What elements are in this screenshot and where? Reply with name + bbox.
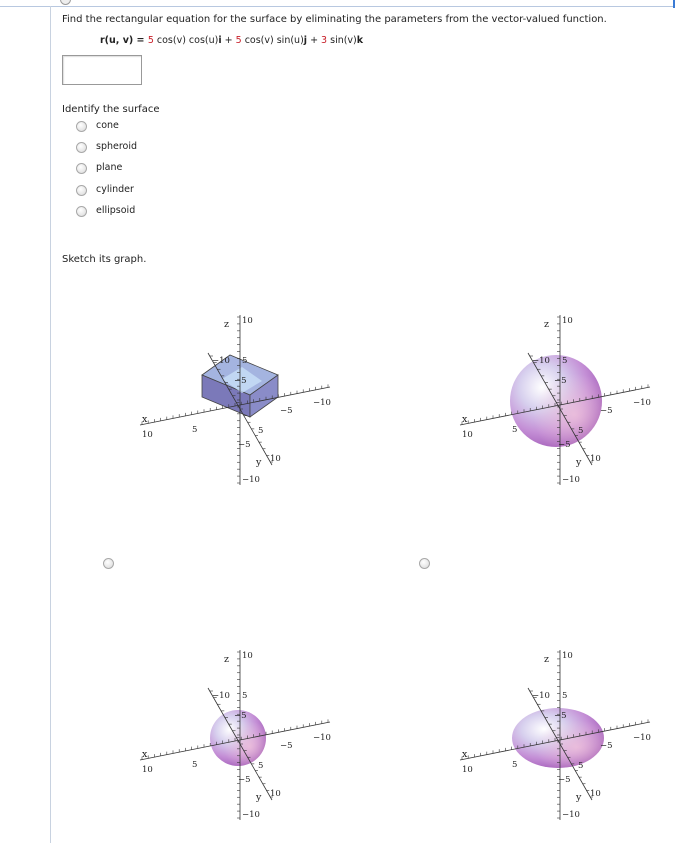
- graph-box[interactable]: [130, 305, 360, 505]
- option-label: cone: [96, 120, 119, 131]
- y-m10-label: −10: [313, 398, 331, 408]
- z-5-label: 5: [242, 356, 248, 366]
- y-label: y: [576, 792, 582, 803]
- sketch-label: Sketch its graph.: [62, 254, 147, 265]
- z-bottom-label: −10: [242, 475, 260, 485]
- x-10-label: 10: [462, 430, 473, 440]
- z-top-label: 10: [242, 651, 253, 661]
- radio-cylinder[interactable]: [76, 185, 87, 196]
- option-label: cylinder: [96, 183, 134, 195]
- y-5-label: 5: [578, 426, 584, 436]
- y-10-label: 10: [270, 454, 281, 464]
- z-5-label: 5: [562, 356, 568, 366]
- eq-coef-2: 5: [235, 35, 242, 46]
- z-top-label: 10: [562, 651, 573, 661]
- radio-plane[interactable]: [76, 163, 87, 174]
- z-upper-label: −10: [532, 691, 550, 701]
- z-label: z: [544, 319, 550, 330]
- x-10-label: 10: [462, 765, 473, 775]
- y-10-label: 10: [270, 789, 281, 799]
- radio-spheroid[interactable]: [76, 142, 87, 153]
- z-m5-label: −5: [558, 440, 571, 450]
- question-text: Find the rectangular equation for the surface by eliminating the parameters from the vector-valued function.: [62, 14, 607, 25]
- y-5-label: 5: [578, 761, 584, 771]
- z-top-label: 10: [562, 316, 573, 326]
- x-5-label: 5: [192, 760, 198, 770]
- status-dot-icon: [60, 0, 71, 5]
- eq-term-1: cos(v) cos(u): [153, 35, 219, 46]
- graph-choice-radio-1[interactable]: [103, 558, 114, 569]
- z-upper-label: −10: [532, 356, 550, 366]
- x-5-label: 5: [512, 425, 518, 435]
- graph-large-sphere[interactable]: [450, 305, 675, 505]
- z-m5-label: −5: [238, 775, 251, 785]
- option-spheroid[interactable]: [76, 141, 137, 162]
- z-bottom-label: −10: [562, 475, 580, 485]
- y-m10-label: −10: [633, 733, 651, 743]
- y-label: y: [576, 457, 582, 468]
- surface-options: [76, 120, 137, 226]
- z-label: z: [224, 654, 230, 665]
- z-bottom-label: −10: [242, 810, 260, 820]
- option-cone[interactable]: [76, 120, 137, 141]
- graph-oblate-spheroid[interactable]: [450, 640, 675, 840]
- y-m5-right-label: −5: [600, 406, 613, 416]
- eq-unit-k: k: [356, 35, 364, 46]
- eq-plus-1: +: [221, 35, 236, 46]
- sphere-surface: [510, 355, 602, 447]
- z-m5-label: −5: [238, 440, 251, 450]
- y-10-label: 10: [590, 789, 601, 799]
- radio-cone[interactable]: [76, 121, 87, 132]
- option-cylinder[interactable]: [76, 184, 137, 205]
- graph-svg: [130, 305, 360, 505]
- z-5-label: 5: [562, 691, 568, 701]
- y-m10-label: −10: [633, 398, 651, 408]
- x-label: x: [142, 749, 148, 760]
- x-label: x: [462, 749, 468, 760]
- z-upper-label: −10: [212, 691, 230, 701]
- eq-lhs: r(u, v) =: [100, 35, 148, 46]
- y-m5-label: −5: [554, 376, 567, 386]
- y-m5-label: −5: [554, 711, 567, 721]
- z-m5-label: −5: [558, 775, 571, 785]
- option-label: spheroid: [96, 141, 138, 153]
- eq-unit-i: i: [218, 35, 222, 46]
- y-m10-label: −10: [313, 733, 331, 743]
- eq-coef-1: 5: [147, 35, 154, 46]
- graph-choice-radio-2[interactable]: [419, 558, 430, 569]
- top-bar: [0, 0, 675, 7]
- option-label: plane: [96, 162, 123, 174]
- graph-small-sphere[interactable]: [130, 640, 360, 840]
- z-5-label: 5: [242, 691, 248, 701]
- y-5-label: 5: [258, 761, 264, 771]
- y-m5-label: −5: [234, 376, 247, 386]
- eq-term-2: cos(v) sin(u): [241, 35, 304, 46]
- z-upper-label: −10: [212, 356, 230, 366]
- y-m5-right-label: −5: [280, 741, 293, 751]
- x-10-label: 10: [142, 430, 153, 440]
- identify-label: Identify the surface: [62, 104, 160, 115]
- eq-unit-j: j: [303, 35, 308, 46]
- y-5-label: 5: [258, 426, 264, 436]
- eq-plus-2: +: [307, 35, 322, 46]
- y-10-label: 10: [590, 454, 601, 464]
- y-label: y: [256, 457, 262, 468]
- answer-input[interactable]: [62, 55, 142, 85]
- z-label: z: [224, 319, 230, 330]
- vector-function: [100, 35, 363, 46]
- y-m5-right-label: −5: [280, 406, 293, 416]
- y-m5-label: −5: [234, 711, 247, 721]
- graph-svg: [450, 305, 675, 505]
- content-border: [50, 6, 51, 843]
- x-5-label: 5: [512, 760, 518, 770]
- option-label: ellipsoid: [96, 204, 136, 216]
- option-ellipsoid[interactable]: [76, 205, 137, 226]
- z-top-label: 10: [242, 316, 253, 326]
- y-m5-right-label: −5: [600, 741, 613, 751]
- eq-term-3: sin(v): [327, 35, 357, 46]
- x-label: x: [462, 414, 468, 425]
- z-label: z: [544, 654, 550, 665]
- x-5-label: 5: [192, 425, 198, 435]
- z-bottom-label: −10: [562, 810, 580, 820]
- eq-coef-3: 3: [321, 35, 328, 46]
- radio-ellipsoid[interactable]: [76, 206, 87, 217]
- x-label: x: [142, 414, 148, 425]
- graph-svg: [450, 640, 675, 840]
- option-plane[interactable]: [76, 162, 137, 183]
- graph-svg: [130, 640, 360, 840]
- y-label: y: [256, 792, 262, 803]
- x-10-label: 10: [142, 765, 153, 775]
